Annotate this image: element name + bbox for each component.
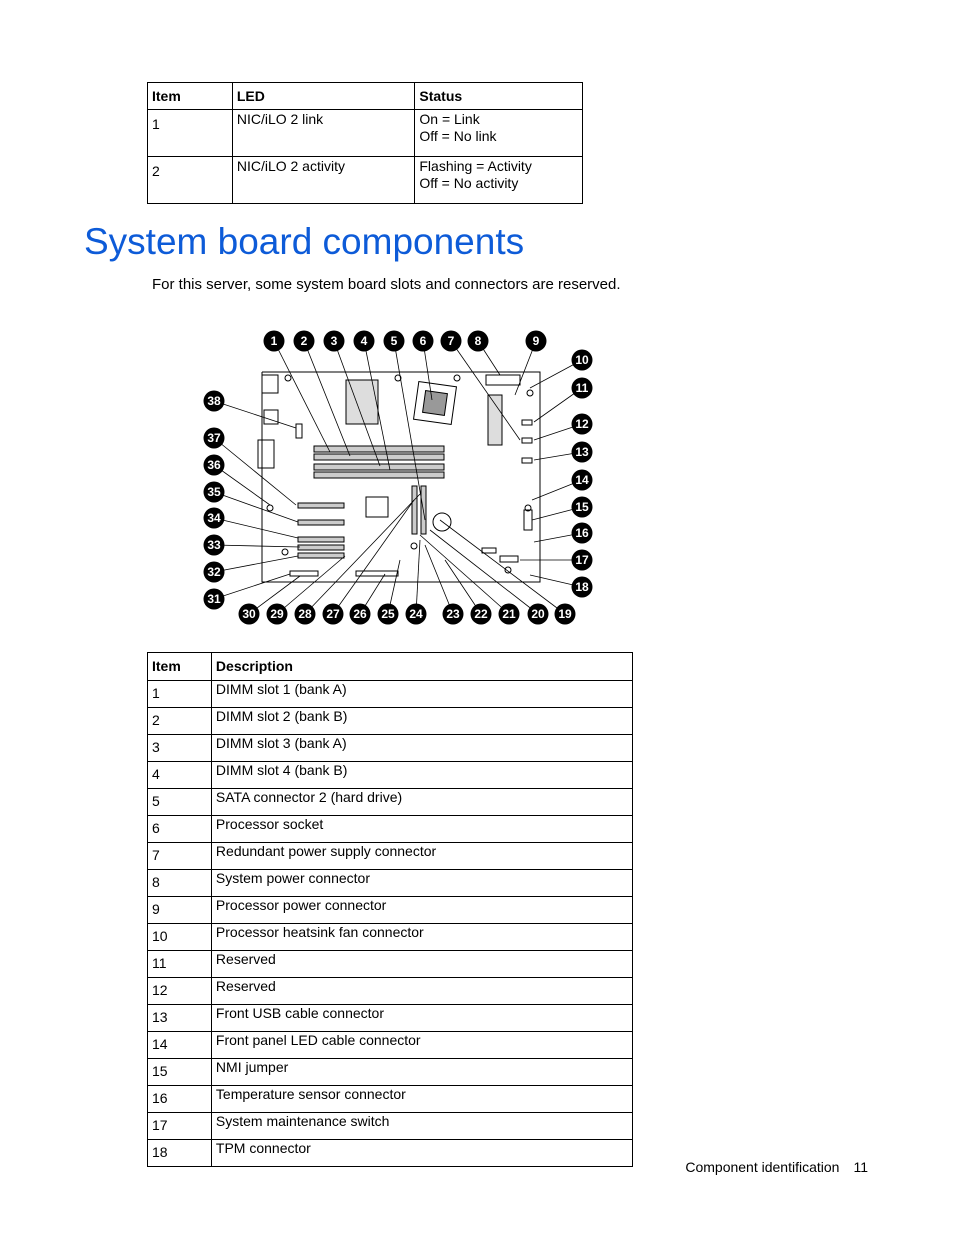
callout-4 — [354, 331, 375, 352]
item-cell: 10 — [148, 924, 212, 951]
callout-6 — [413, 331, 434, 352]
bottom-connector-shape — [356, 571, 398, 576]
mounting-hole — [527, 390, 533, 396]
table-row — [148, 708, 633, 735]
description-cell: Front panel LED cable connector — [211, 1032, 632, 1059]
description-cell: DIMM slot 3 (bank A) — [211, 735, 632, 762]
item-cell: 6 — [148, 816, 212, 843]
callout-number: 30 — [242, 607, 256, 621]
section-title: System board components — [84, 221, 525, 262]
description-cell: DIMM slot 2 (bank B) — [211, 708, 632, 735]
callout-13 — [572, 442, 593, 463]
callout-leader-line — [416, 540, 420, 614]
callout-number: 31 — [207, 592, 221, 606]
expansion-slot-shape — [298, 520, 344, 525]
description-cell: TPM connector — [211, 1140, 632, 1167]
callout-1 — [264, 331, 285, 352]
item-cell: 16 — [148, 1086, 212, 1113]
led-status-table — [147, 82, 583, 204]
header-shape — [482, 548, 496, 553]
callout-19 — [555, 604, 576, 625]
callout-9 — [526, 331, 547, 352]
table-row — [148, 1086, 633, 1113]
intro-text: For this server, some system board slots and connectors are reserved. — [152, 276, 621, 293]
callout-14 — [572, 470, 593, 491]
callout-number: 6 — [419, 334, 427, 348]
callout-number: 15 — [575, 500, 589, 514]
description-cell: Redundant power supply connector — [211, 843, 632, 870]
description-cell: Processor power connector — [211, 897, 632, 924]
callout-21 — [499, 604, 520, 625]
bottom-connector-shape — [290, 571, 318, 576]
callout-22 — [471, 604, 492, 625]
callout-leader-line — [214, 401, 296, 428]
header-led: LED — [232, 83, 415, 110]
callout-37 — [204, 428, 225, 449]
callout-number: 25 — [381, 607, 395, 621]
callout-26 — [350, 604, 371, 625]
callout-38 — [204, 391, 225, 412]
header-status: Status — [415, 83, 583, 110]
page-number: 11 — [853, 1159, 868, 1175]
item-cell: 5 — [148, 789, 212, 816]
callout-31 — [204, 589, 225, 610]
mounting-hole — [454, 375, 460, 381]
table-header-row — [148, 653, 633, 681]
table-row — [148, 978, 633, 1005]
item-cell: 8 — [148, 870, 212, 897]
callout-number: 27 — [326, 607, 340, 621]
item-cell: 11 — [148, 951, 212, 978]
item-cell: 2 — [148, 157, 233, 204]
table-row — [148, 924, 633, 951]
callout-leader-line — [430, 530, 538, 614]
callout-number: 23 — [446, 607, 460, 621]
callout-24 — [406, 604, 427, 625]
table-row — [148, 1113, 633, 1140]
callout-leader-line — [214, 545, 300, 547]
callout-12 — [572, 414, 593, 435]
led-cell: NIC/iLO 2 activity — [232, 157, 415, 204]
item-cell: 1 — [148, 681, 212, 708]
callout-30 — [239, 604, 260, 625]
processor-socket-inner — [423, 391, 448, 416]
callout-number: 20 — [531, 607, 545, 621]
callout-number: 32 — [207, 565, 221, 579]
callout-number: 21 — [502, 607, 516, 621]
io-connector-block — [258, 440, 274, 468]
callout-number: 13 — [575, 445, 589, 459]
callout-20 — [528, 604, 549, 625]
description-cell: Temperature sensor connector — [211, 1086, 632, 1113]
callout-number: 37 — [207, 431, 221, 445]
callout-11 — [572, 378, 593, 399]
callout-number: 28 — [298, 607, 312, 621]
header-shape — [500, 556, 518, 562]
callout-35 — [204, 482, 225, 503]
dimm-slot-shape — [314, 446, 444, 452]
callout-number: 22 — [474, 607, 488, 621]
callout-number: 29 — [270, 607, 284, 621]
dimm-slot-shape — [314, 472, 444, 478]
vertical-slot-shape — [412, 486, 417, 534]
item-cell: 4 — [148, 762, 212, 789]
callout-number: 14 — [575, 473, 589, 487]
callout-8 — [468, 331, 489, 352]
callout-number: 33 — [207, 538, 221, 552]
callout-23 — [443, 604, 464, 625]
callout-number: 4 — [360, 334, 368, 348]
table-row — [148, 897, 633, 924]
callout-number: 7 — [447, 334, 455, 348]
callout-number: 8 — [474, 334, 482, 348]
description-cell: SATA connector 2 (hard drive) — [211, 789, 632, 816]
table-row — [148, 157, 583, 204]
callout-leader-line — [425, 545, 453, 614]
item-cell: 2 — [148, 708, 212, 735]
power-connector-shape — [486, 375, 520, 385]
callout-number: 19 — [558, 607, 572, 621]
description-cell: DIMM slot 1 (bank A) — [211, 681, 632, 708]
mounting-hole — [282, 549, 288, 555]
callout-27 — [323, 604, 344, 625]
callout-2 — [294, 331, 315, 352]
header-shape — [522, 458, 532, 463]
callout-34 — [204, 508, 225, 529]
io-connector-block — [264, 410, 278, 424]
callout-number: 11 — [575, 381, 589, 395]
callout-29 — [267, 604, 288, 625]
table-row — [148, 681, 633, 708]
item-cell: 12 — [148, 978, 212, 1005]
callout-3 — [324, 331, 345, 352]
description-cell: Reserved — [211, 978, 632, 1005]
table-row — [148, 110, 583, 157]
header-item: Item — [148, 83, 233, 110]
table-row — [148, 735, 633, 762]
table-row — [148, 762, 633, 789]
description-cell: Front USB cable connector — [211, 1005, 632, 1032]
table-row — [148, 951, 633, 978]
header-shape — [524, 510, 532, 530]
callout-leader-line — [214, 574, 290, 599]
callout-leader-line — [420, 535, 509, 614]
callout-number: 18 — [575, 580, 589, 594]
item-cell: 17 — [148, 1113, 212, 1140]
header-shape — [522, 438, 532, 443]
expansion-slot-shape — [298, 545, 344, 550]
callout-5 — [384, 331, 405, 352]
callout-leader-line — [214, 438, 296, 505]
expansion-slot-shape — [298, 537, 344, 542]
callout-number: 17 — [575, 553, 589, 567]
callout-10 — [572, 350, 593, 371]
expansion-slot-shape — [298, 503, 344, 508]
page-footer — [685, 1158, 868, 1176]
table-row — [148, 1032, 633, 1059]
callout-number: 16 — [575, 526, 589, 540]
callout-number: 38 — [207, 394, 221, 408]
table-row — [148, 843, 633, 870]
dimm-slot-shape — [314, 454, 444, 460]
callout-number: 2 — [300, 334, 308, 348]
callout-25 — [378, 604, 399, 625]
table-row — [148, 1059, 633, 1086]
table-row — [148, 816, 633, 843]
table-row — [148, 1005, 633, 1032]
callout-number: 9 — [532, 334, 540, 348]
callout-number: 3 — [330, 334, 338, 348]
item-cell: 3 — [148, 735, 212, 762]
item-cell: 18 — [148, 1140, 212, 1167]
callout-leader-line — [304, 341, 350, 456]
callout-number: 34 — [207, 511, 221, 525]
chip-shape — [366, 497, 388, 517]
callout-leader-line — [451, 341, 520, 440]
description-cell: Processor heatsink fan connector — [211, 924, 632, 951]
callout-number: 5 — [390, 334, 398, 348]
status-cell: Flashing = Activity Off = No activity — [415, 157, 583, 204]
item-cell: 7 — [148, 843, 212, 870]
table-header-row — [148, 83, 583, 110]
description-cell: System power connector — [211, 870, 632, 897]
table-row — [148, 1140, 633, 1167]
description-cell: System maintenance switch — [211, 1113, 632, 1140]
callout-number: 1 — [270, 334, 278, 348]
description-cell: Reserved — [211, 951, 632, 978]
system-board-diagram — [195, 325, 605, 630]
board-drawing — [258, 372, 540, 582]
mounting-hole — [267, 505, 273, 511]
header-description: Description — [211, 653, 632, 681]
description-cell: NMI jumper — [211, 1059, 632, 1086]
callout-leader-line — [394, 341, 425, 520]
item-cell: 9 — [148, 897, 212, 924]
item-cell: 1 — [148, 110, 233, 157]
status-cell: On = Link Off = No link — [415, 110, 583, 157]
callout-32 — [204, 562, 225, 583]
item-cell: 13 — [148, 1005, 212, 1032]
table-row — [148, 870, 633, 897]
expansion-slot-shape — [298, 553, 344, 558]
description-cell: Processor socket — [211, 816, 632, 843]
callout-number: 10 — [575, 353, 589, 367]
callout-33 — [204, 535, 225, 556]
callout-17 — [572, 550, 593, 571]
item-cell: 14 — [148, 1032, 212, 1059]
callout-15 — [572, 497, 593, 518]
footer-section: Component identification — [685, 1159, 840, 1175]
callout-7 — [441, 331, 462, 352]
led-cell: NIC/iLO 2 link — [232, 110, 415, 157]
callout-leader-line — [214, 556, 298, 572]
callout-16 — [572, 523, 593, 544]
callout-18 — [572, 577, 593, 598]
callout-number: 36 — [207, 458, 221, 472]
mounting-hole — [285, 375, 291, 381]
header-item: Item — [148, 653, 212, 681]
callout-leader-line — [214, 518, 298, 538]
callout-number: 35 — [207, 485, 221, 499]
callout-number: 12 — [575, 417, 589, 431]
callout-28 — [295, 604, 316, 625]
dimm-slot-shape — [314, 464, 444, 470]
mounting-hole — [411, 543, 417, 549]
io-connector-block — [262, 375, 278, 393]
description-cell: DIMM slot 4 (bank B) — [211, 762, 632, 789]
callout-36 — [204, 455, 225, 476]
component-table — [147, 652, 633, 1167]
callout-leader-line — [440, 520, 565, 614]
vrm-heatsink-shape — [488, 395, 502, 445]
table-row — [148, 789, 633, 816]
callout-number: 26 — [353, 607, 367, 621]
callout-number: 24 — [409, 607, 423, 621]
item-cell: 15 — [148, 1059, 212, 1086]
header-shape — [522, 420, 532, 425]
header-shape — [296, 424, 302, 438]
